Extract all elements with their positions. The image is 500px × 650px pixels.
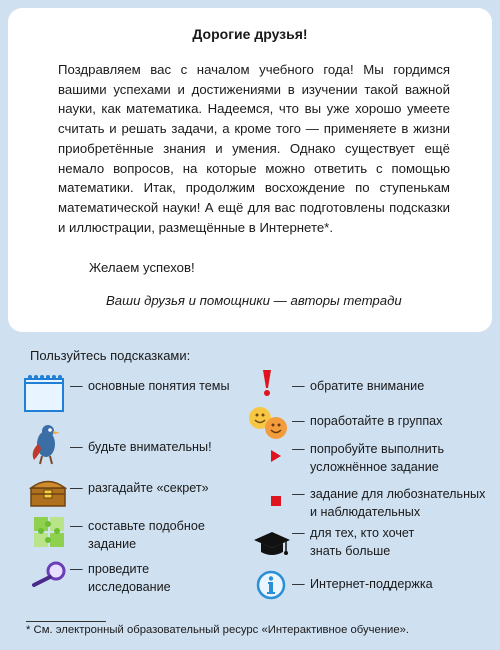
- hint-advanced: [292, 440, 472, 476]
- letter-title: Дорогие друзья!: [192, 26, 308, 42]
- dash: —: [70, 440, 83, 454]
- dash: —: [70, 379, 83, 393]
- hint-internet: [292, 575, 492, 593]
- hint-text: разгадайте «секрет»: [88, 481, 209, 495]
- dash: —: [292, 379, 305, 393]
- hint-text: поработайте в группах: [310, 414, 443, 428]
- dash: —: [292, 487, 305, 501]
- hint-text: для тех, кто хочет знать больше: [310, 526, 415, 558]
- puzzle-icon: [32, 515, 66, 551]
- letter-body: Поздравляем вас с началом учебного года! Мы гордимся вашими успехами и достижениями в изучении такой важной науки, как математика. Надеемся, что вы уже хорошо умеете считать и решать задачи, а кроме того — применяете в жизни приобретённые знания и умения. Однако существует ещё немало вопросов, на которые можно ответить с помощью математики. Итак, продолжим восхождение по ступенькам математической науки! А ещё для вас подготовлены подсказки и иллюстрации, размещённые в Интернете*.: [58, 62, 450, 235]
- hint-puzzle: [70, 517, 240, 553]
- letter-signature: Ваши друзья и помощники — авторы тетради: [106, 293, 402, 308]
- notepad-icon: [22, 372, 66, 414]
- hint-text: Интернет-поддержка: [310, 577, 433, 591]
- hints-title: Пользуйтесь подсказками:: [30, 348, 191, 363]
- hint-notepad: [70, 377, 240, 395]
- hint-text: основные понятия темы: [88, 379, 230, 393]
- dash: —: [70, 481, 83, 495]
- dash: —: [292, 414, 305, 428]
- hint-text: будьте внимательны!: [88, 440, 212, 454]
- smileys-icon: [246, 404, 292, 442]
- graduation-cap-icon: [252, 530, 292, 560]
- dash: —: [70, 562, 83, 576]
- hint-curious: [292, 485, 492, 521]
- hint-text: задание для любознательных и наблюдательных: [310, 487, 486, 519]
- hint-text: обратите внимание: [310, 379, 425, 393]
- footnote-rule: [26, 621, 106, 622]
- hint-text: составьте подобное задание: [88, 519, 205, 551]
- bird-icon: [26, 422, 66, 466]
- hint-bird: [70, 438, 260, 456]
- red-triangle-icon: [270, 449, 282, 463]
- hint-text: проведите исследование: [88, 562, 171, 594]
- treasure-chest-icon: [28, 475, 68, 509]
- hint-text: попробуйте выполнить усложнённое задание: [310, 442, 445, 474]
- footnote: * См. электронный образовательный ресурс «Интерактивное обучение».: [26, 624, 410, 636]
- exclamation-icon: [260, 368, 274, 398]
- magnifier-icon: [30, 561, 70, 589]
- letter-wish: Желаем успехов!: [89, 260, 195, 275]
- dash: —: [70, 519, 83, 533]
- info-icon: [256, 570, 286, 600]
- hint-magnifier: [70, 560, 210, 596]
- hint-groups: [292, 412, 492, 430]
- dash: —: [292, 442, 305, 456]
- hint-know-more: [292, 524, 442, 560]
- red-square-icon: [270, 495, 282, 507]
- page: [8, 8, 492, 642]
- hint-chest: [70, 479, 260, 497]
- hint-attention: [292, 377, 492, 395]
- letter-panel: [8, 8, 492, 332]
- dash: —: [292, 526, 305, 540]
- dash: —: [292, 577, 305, 591]
